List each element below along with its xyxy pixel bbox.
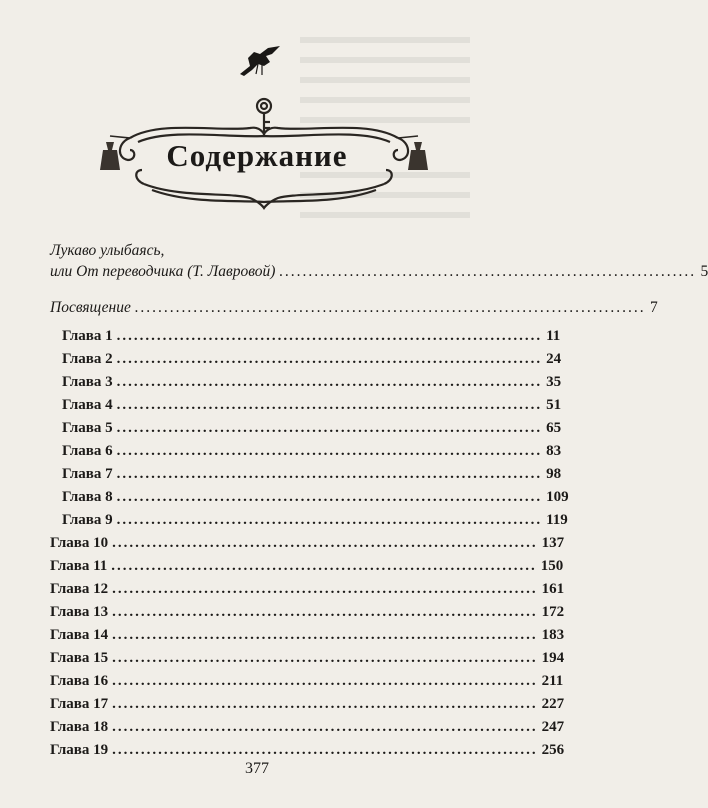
toc-page-number: 51 [546,397,562,413]
toc-page-number: 211 [541,673,564,689]
toc-entry-chapter [50,535,565,552]
toc-entry-chapter [62,374,562,391]
leader-dots: .......................................................................... [116,328,543,344]
toc-entry-title: Глава 6 [62,443,113,459]
toc-page-number: 65 [546,420,562,436]
toc-entry-intro [50,263,708,281]
leader-dots: .......................................................................... [112,650,538,666]
toc-entry-chapter [62,443,562,460]
toc-entry-title: Глава 19 [50,742,109,758]
toc-entry-title: Глава 10 [50,535,109,551]
leader-dots: ....................................................................................... [134,299,646,316]
toc-page-number: 194 [541,650,565,666]
toc-entry-title: Глава 16 [50,673,109,689]
page-title: Содержание [166,138,348,173]
leader-dots: .......................................................................... [112,673,538,689]
toc-entry-title: Глава 11 [50,558,108,574]
leader-dots: .......................................................................... [116,351,543,367]
toc-entry-dedication [50,299,658,317]
toc-page-number: 256 [541,742,565,758]
toc-entry-chapter [50,742,565,759]
leader-dots: .......................................................................... [116,397,543,413]
toc-entry-title: Глава 17 [50,696,109,712]
toc-entry-chapter [50,627,565,644]
toc-entry-title: Глава 5 [62,420,113,436]
toc-entry-chapter [50,719,565,736]
leader-dots: .......................................................................... [116,443,543,459]
toc-page-number: 247 [541,719,565,735]
toc-page-number: 83 [546,443,562,459]
toc-entry-chapter [50,696,565,713]
toc-entry-chapter [62,351,562,368]
toc-entry-chapter [50,558,564,575]
toc-page-number: 137 [541,535,565,551]
toc-page-number: 109 [546,489,569,505]
toc-entry-title: Глава 9 [62,512,113,528]
toc-entry-title: или От переводчика (Т. Лавровой) [50,263,276,280]
toc-entry-title: Глава 18 [50,719,109,735]
leader-dots: .......................................................................... [116,374,543,390]
leader-dots: .......................................................................... [111,558,537,574]
toc-page-number: 172 [541,604,565,620]
leader-dots: .......................................................................... [116,466,543,482]
toc-entry-chapter [62,512,568,529]
leader-dots: .......................................................................... [112,742,538,758]
toc-entry-title: Глава 14 [50,627,109,643]
leader-dots: .......................................................................... [116,512,543,528]
toc-page-number: 119 [546,512,568,528]
toc-entry-title: Глава 7 [62,466,113,482]
toc-entry-title: Глава 2 [62,351,113,367]
toc-page-number: 150 [540,558,564,574]
leader-dots: .......................................................................... [112,696,538,712]
toc-entry-chapter [50,650,565,667]
leader-dots: .......................................................................... [116,420,543,436]
leader-dots: .......................................................................... [112,581,538,597]
toc-page-number: 24 [546,351,562,367]
toc-entry-chapter [50,604,565,621]
toc-entry-chapter [50,673,564,690]
page-number: 377 [245,760,269,777]
toc-entry-title: Глава 13 [50,604,109,620]
leader-dots: .......................................................................... [112,719,538,735]
toc-page-number: 7 [649,299,658,316]
leader-dots: .......................................................................... [112,535,538,551]
toc-entry-chapter [50,581,565,598]
toc-entry-chapter [62,328,561,345]
toc-entry-chapter [62,420,562,437]
toc-page-number: 35 [546,374,562,390]
leader-dots: ....................................................................... [279,263,697,280]
toc-entry-title: Глава 8 [62,489,113,505]
toc-entry-title: Глава 12 [50,581,109,597]
toc-page-number: 98 [546,466,562,482]
toc-page-number: 11 [546,328,561,344]
toc-entry-chapter [62,397,562,414]
leader-dots: .......................................................................... [112,627,538,643]
toc-page-number: 161 [541,581,565,597]
toc-entry-title: Глава 15 [50,650,109,666]
toc-entry-title: Глава 1 [62,328,113,344]
toc-entry-title: Посвящение [50,299,131,316]
crow-icon [238,44,282,80]
toc-entry-chapter [62,489,569,506]
intro-title-line-1: Лукаво улыбаясь, [50,242,165,259]
toc-entry-title: Глава 3 [62,374,113,390]
toc-page-number: 227 [541,696,565,712]
toc-page-number: 5 [700,263,708,280]
toc-entry-chapter [62,466,562,483]
toc-entry-title: Глава 4 [62,397,113,413]
leader-dots: .......................................................................... [112,604,538,620]
toc-page-number: 183 [541,627,565,643]
leader-dots: .......................................................................... [116,489,543,505]
